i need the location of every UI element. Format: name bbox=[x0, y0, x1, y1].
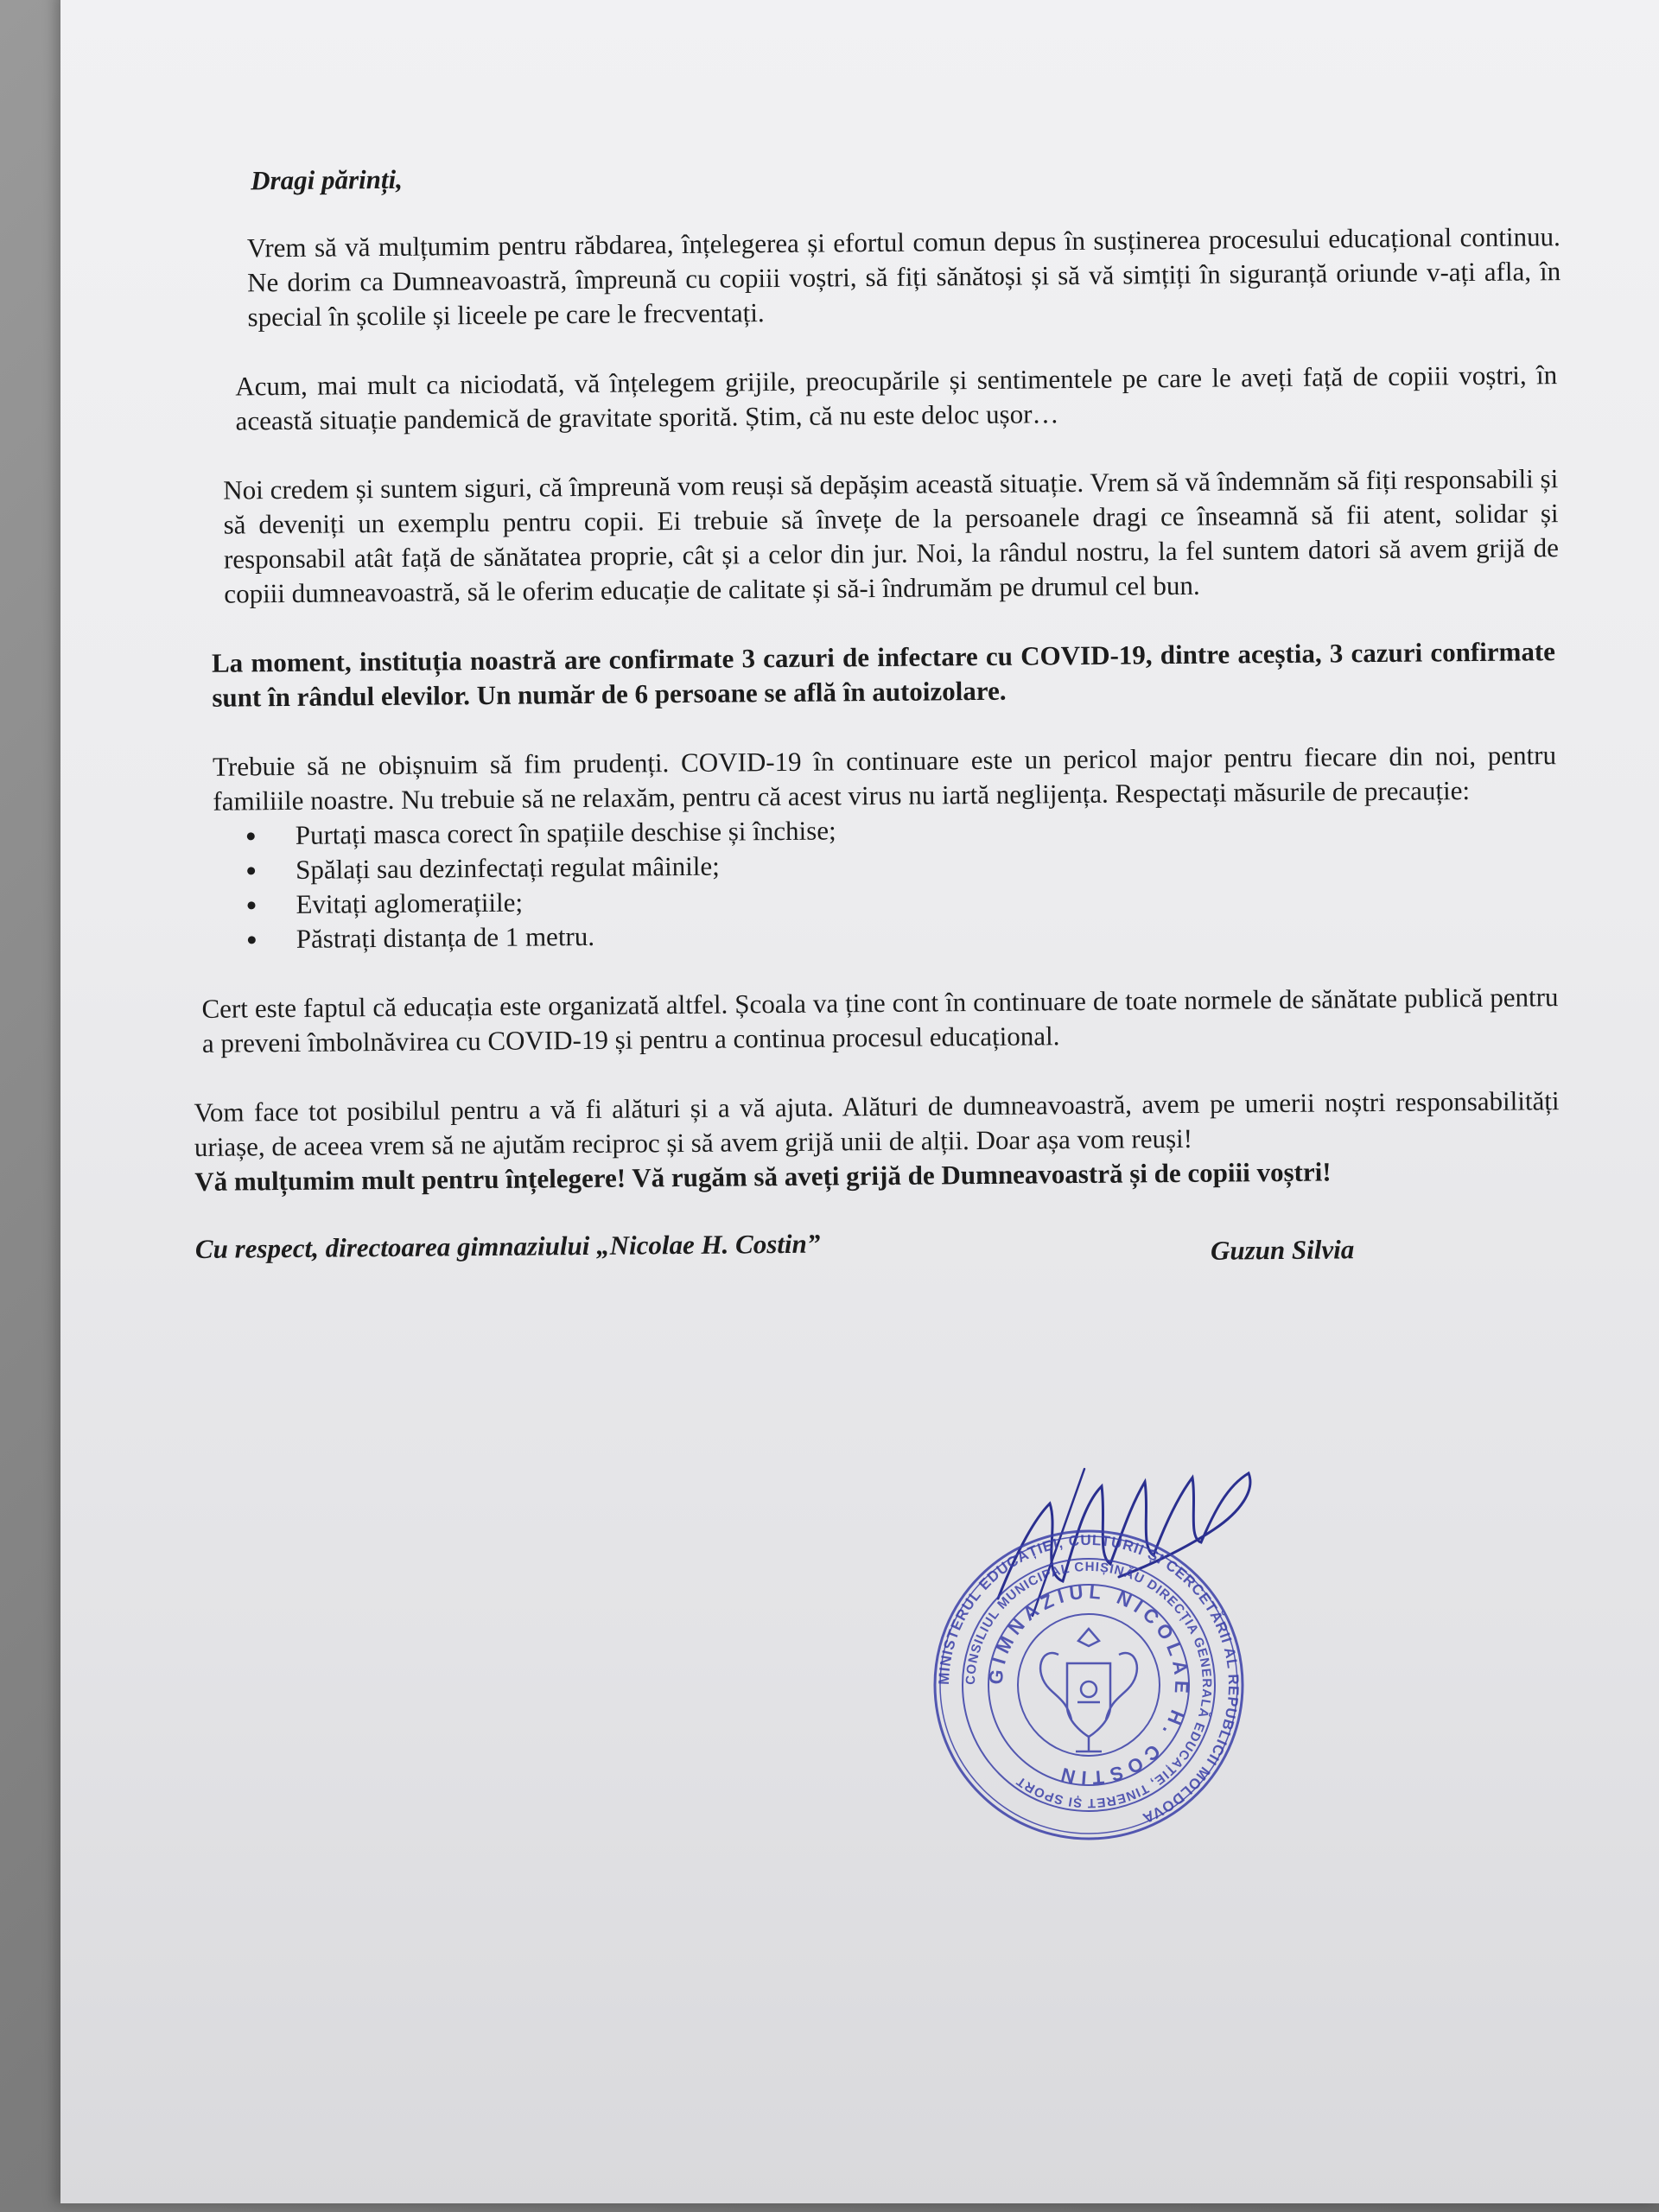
precaution-measures-list bbox=[226, 807, 1575, 957]
paragraph-education: Cert este faptul că educația este organizată altfel. Școala va ține cont în continuare de toate normele de sănătate publică pentru a preveni îmbolnăvirea cu COVID-19 și pentru a continua procesul educațional. bbox=[201, 982, 1559, 1058]
list-item: Purtați masca corect în spațiile deschise și închise; bbox=[226, 807, 1574, 854]
covid-cases-notice: La moment, instituția noastră are confirmate 3 cazuri de infectare cu COVID-19, dintre aceștia, 3 cazuri confirmate sunt în rândul elevilor. Un număr de 6 persoane se află în autoizolare. bbox=[211, 636, 1556, 713]
paragraph-thanks-patience: Vrem să vă mulțumim pentru răbdarea, înțelegerea și efortul comun depus în susținerea procesului educațional continuu. Ne dorim ca Dumneavoastră, împreună cu copiii voștri, să fiți sănătoși și să vă simțiți în siguranță oriunde v-ați afla, în special în școlile și liceele pe care le frecventați. bbox=[246, 221, 1561, 333]
letter-body bbox=[186, 152, 1578, 1267]
seal-middle-text: CONSILIUL MUNICIPAL CHIȘINĂU DIRECȚIA GENERALĂ EDUCAȚIE, TINERET ȘI SPORT bbox=[963, 1559, 1215, 1811]
greeting: Dragi părinți, bbox=[251, 163, 404, 196]
institution-seal bbox=[929, 1525, 1249, 1845]
paragraph-support: Vom face tot posibilul pentru a vă fi alături și a vă ajuta. Alături de dumneavoastră, avem pe umerii noștri responsabilități uriașe, de aceea vrem să ne ajutăm reciproc și să avem grijă unii de alții. Doar așa vom reuși! bbox=[194, 1085, 1560, 1162]
list-item: Spălați sau dezinfectați regulat mâinile; bbox=[226, 842, 1574, 888]
closing-text: Cu respect, directoarea gimnaziului „Nicolae H. Costin” bbox=[194, 1228, 821, 1264]
paragraph-understanding: Acum, mai mult ca niciodată, vă înțelegem grijile, preocupările și sentimentele pe care le aveți față de copiii voștri, în această situație pandemică de gravitate sporită. Știm, că nu este deloc ușor… bbox=[235, 359, 1558, 436]
list-item: Păstrați distanța de 1 metru. bbox=[227, 911, 1575, 957]
svg-text:GIMNAZIUL NICOLAE H. COSTIN bbox=[984, 1581, 1192, 1789]
coat-of-arms-icon bbox=[1040, 1629, 1137, 1751]
paragraph-responsibility: Noi credem și suntem siguri, că împreună vom reuși să depășim această situație. Vrem să vă îndemnăm să fiți responsabili și să deveniți un exemplu pentru copii. Ei trebuie să învețe de la persoanele dragi ce înseamnă să fii atent, solidar și responsabil atât față de sănătatea proprie, cât și a celor din jur. Noi, la rândul nostru, la fel suntem datori să avem grijă de copiii dumneavoastră, să le oferim educație de calitate și să-i îndrumăm pe drumul cel bun. bbox=[223, 463, 1560, 609]
seal-inner-text: GIMNAZIUL NICOLAE H. COSTIN bbox=[984, 1580, 1193, 1789]
list-item: Evitați aglomerațiile; bbox=[226, 876, 1574, 923]
signer-name: Guzun Silvia bbox=[1210, 1234, 1355, 1266]
precautions-intro: Trebuie să ne obișnuim să fim prudenți. COVID-19 în continuare este un pericol major pentru fiecare din noi, pentru familiile noastre. Nu trebuie să ne relaxăm, pentru că acest virus nu iartă neglijența. Respectați măsurile de precauție: bbox=[212, 740, 1557, 817]
seal-outer-text: MINISTERUL EDUCAȚIEI, CULTURII ȘI CERCETĂRII AL REPUBLICII MOLDOVA bbox=[935, 1531, 1243, 1827]
thanks-line: Vă mulțumim mult pentru înțelegere! Vă rugăm să aveți grijă de Dumneavoastră și de copiii voștri! bbox=[194, 1156, 1332, 1197]
